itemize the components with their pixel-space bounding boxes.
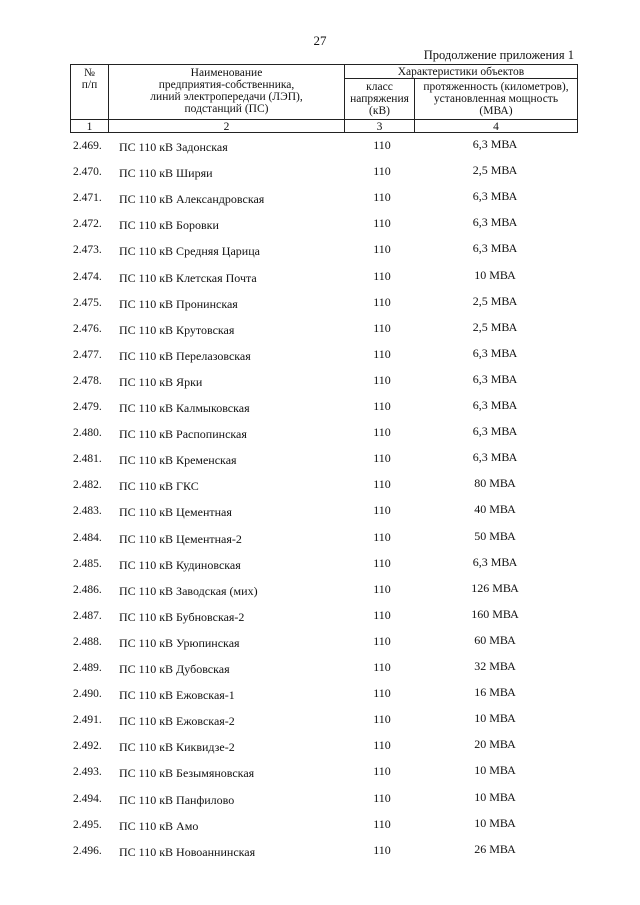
row-voltage: 110	[373, 294, 391, 309]
row-number: 2.469.	[73, 140, 102, 152]
row-voltage: 110	[373, 399, 391, 413]
header-col-name-text: Наименование предприятия-собственника, линий электропередачи (ЛЭП), подстанций (ПС)	[150, 67, 303, 115]
row-power: 6,3 МВА	[472, 345, 518, 360]
header-col-number-text: № п/п	[81, 67, 98, 91]
row-voltage: 110	[373, 660, 391, 674]
row-name: ПС 110 кВ Задонская	[119, 140, 228, 154]
row-number: 2.492.	[73, 740, 102, 753]
row-voltage: 110	[373, 842, 391, 857]
row-number: 2.483.	[73, 505, 102, 518]
row-number: 2.474.	[73, 270, 102, 283]
row-power: 26 МВА	[474, 841, 516, 856]
row-name: ПС 110 кВ Пронинская	[119, 296, 238, 311]
table-row	[0, 734, 640, 760]
header-group-title	[345, 66, 577, 78]
row-voltage: 110	[373, 320, 391, 335]
row-power: 2,5 МВА	[472, 293, 518, 308]
row-name: ПС 110 кВ Калмыковская	[119, 401, 250, 415]
row-voltage: 110	[373, 372, 391, 387]
table-row	[0, 369, 640, 395]
row-number: 2.481.	[73, 453, 102, 466]
row-power: 6,3 МВА	[472, 554, 518, 569]
row-name: ПС 110 кВ Бубновская-2	[119, 609, 245, 624]
row-voltage: 110	[373, 738, 391, 753]
row-number: 2.473.	[73, 244, 102, 257]
table-row	[0, 291, 640, 317]
row-number: 2.488.	[73, 635, 102, 648]
row-name: ПС 110 кВ Ежовская-1	[119, 688, 235, 703]
row-voltage: 110	[373, 503, 391, 518]
row-name: ПС 110 кВ Цементная	[119, 505, 232, 520]
row-power: 6,3 МВА	[472, 424, 518, 439]
row-power: 6,3 МВА	[472, 137, 518, 151]
row-name: ПС 110 кВ Ярки	[119, 374, 203, 389]
row-number: 2.489.	[73, 662, 102, 674]
row-name: ПС 110 кВ Средняя Царица	[119, 244, 260, 259]
row-voltage: 110	[373, 686, 391, 701]
row-voltage: 110	[373, 790, 391, 805]
row-number: 2.485.	[73, 557, 102, 570]
row-voltage: 110	[373, 581, 391, 596]
row-name: ПС 110 кВ Крутовская	[119, 322, 235, 337]
table-row	[0, 473, 640, 499]
row-number: 2.496.	[73, 844, 102, 857]
row-power: 6,3 МВА	[472, 189, 518, 204]
row-name: ПС 110 кВ Ежовская-2	[119, 714, 235, 729]
header-right-border	[577, 64, 578, 133]
table-row	[0, 317, 640, 343]
row-name: ПС 110 кВ Перелазовская	[119, 348, 251, 363]
row-power: 40 МВА	[474, 502, 516, 517]
row-power: 160 МВА	[471, 606, 519, 621]
header-col-number	[71, 67, 108, 91]
table-row	[0, 395, 640, 421]
row-number: 2.476.	[73, 322, 102, 335]
row-name: ПС 110 кВ Клетская Почта	[119, 270, 257, 285]
row-name: ПС 110 кВ Кудиновская	[119, 557, 241, 572]
table-row	[0, 447, 640, 473]
table-row	[0, 552, 640, 578]
row-name: ПС 110 кВ ГКС	[119, 479, 199, 494]
row-voltage: 110	[373, 190, 391, 205]
table-row	[0, 212, 640, 238]
row-name: ПС 110 кВ Распопинская	[119, 427, 247, 442]
table-row	[0, 839, 640, 865]
row-number: 2.471.	[73, 192, 102, 205]
header-colnum-1: 1	[86, 121, 93, 133]
header-group-title-text: Характеристики объектов	[397, 66, 525, 78]
row-number: 2.495.	[73, 818, 102, 831]
row-power: 10 МВА	[474, 789, 516, 804]
row-name: ПС 110 кВ Боровки	[119, 218, 219, 233]
row-power: 2,5 МВА	[472, 319, 518, 334]
table-row	[0, 656, 640, 682]
row-number: 2.479.	[73, 401, 102, 413]
table-row	[0, 238, 640, 264]
row-power: 2,5 МВА	[472, 163, 518, 178]
row-name: ПС 110 кВ Безымяновская	[119, 766, 255, 781]
row-voltage: 110	[373, 268, 391, 283]
row-number: 2.470.	[73, 166, 102, 179]
table-row	[0, 134, 640, 160]
row-name: ПС 110 кВ Заводская (мих)	[119, 583, 258, 598]
header-number-rule	[70, 119, 578, 120]
table-row	[0, 421, 640, 447]
row-number: 2.487.	[73, 609, 102, 622]
row-name: ПС 110 кВ Цементная-2	[119, 531, 242, 546]
row-name: ПС 110 кВ Киквидзе-2	[119, 740, 235, 755]
table-row	[0, 499, 640, 525]
table-row	[0, 787, 640, 813]
row-voltage: 110	[373, 216, 391, 231]
row-power: 10 МВА	[474, 763, 516, 778]
row-voltage: 110	[373, 607, 391, 622]
continuation-note: Продолжение приложения 1	[423, 48, 574, 62]
table-row	[0, 343, 640, 369]
header-col-voltage	[345, 81, 414, 117]
table-row	[0, 186, 640, 212]
row-number: 2.484.	[73, 531, 102, 544]
table-row	[0, 708, 640, 734]
row-number: 2.486.	[73, 583, 102, 596]
row-number: 2.491.	[73, 714, 102, 727]
row-power: 126 МВА	[471, 580, 519, 595]
row-power: 20 МВА	[474, 737, 516, 752]
row-voltage: 110	[373, 816, 391, 831]
row-voltage: 110	[373, 712, 391, 727]
row-number: 2.494.	[73, 792, 102, 805]
row-name: ПС 110 кВ Новоаннинская	[119, 844, 256, 859]
row-power: 80 МВА	[474, 476, 516, 491]
row-voltage: 110	[373, 764, 391, 779]
row-power: 6,3 МВА	[472, 450, 518, 465]
table-row	[0, 160, 640, 186]
table-row	[0, 813, 640, 839]
row-number: 2.472.	[73, 218, 102, 231]
header-top-rule	[70, 64, 578, 65]
row-number: 2.493.	[73, 766, 102, 779]
row-voltage: 110	[373, 242, 391, 257]
row-voltage: 110	[373, 346, 391, 361]
row-name: ПС 110 кВ Дубовская	[119, 662, 230, 676]
row-power: 10 МВА	[474, 267, 516, 282]
row-number: 2.490.	[73, 688, 102, 701]
row-power: 6,3 МВА	[472, 215, 518, 230]
row-name: ПС 110 кВ Урюпинская	[119, 635, 240, 650]
table-header	[70, 64, 578, 133]
row-voltage: 110	[373, 164, 391, 179]
header-colnum-2: 2	[223, 121, 230, 133]
row-power: 6,3 МВА	[472, 241, 518, 256]
row-voltage: 110	[373, 529, 391, 544]
table-row	[0, 760, 640, 786]
page-number: 27	[313, 33, 327, 48]
row-voltage: 110	[373, 138, 391, 152]
row-voltage: 110	[373, 477, 391, 492]
header-col-name	[109, 67, 344, 115]
row-number: 2.482.	[73, 479, 102, 492]
header-col-voltage-text: класс напряжения (кВ)	[350, 81, 409, 117]
header-colnum-3: 3	[376, 121, 383, 133]
row-voltage: 110	[373, 451, 391, 466]
row-number: 2.478.	[73, 374, 102, 387]
row-number: 2.480.	[73, 427, 102, 440]
table-row	[0, 630, 640, 656]
header-col-power-text: протяженность (километров), установленная мощность (МВА)	[423, 81, 569, 117]
table-row	[0, 265, 640, 291]
row-power: 32 МВА	[474, 659, 516, 673]
table-row	[0, 526, 640, 552]
table-row	[0, 604, 640, 630]
table-row	[0, 578, 640, 604]
row-power: 50 МВА	[474, 528, 516, 543]
row-power: 16 МВА	[474, 685, 516, 700]
row-power: 10 МВА	[474, 711, 516, 726]
row-voltage: 110	[373, 425, 391, 440]
row-name: ПС 110 кВ Кременская	[119, 453, 237, 468]
row-name: ПС 110 кВ Александровская	[119, 192, 265, 207]
header-colnum-4: 4	[493, 121, 499, 133]
row-name: ПС 110 кВ Амо	[119, 818, 199, 833]
row-name: ПС 110 кВ Ширяи	[119, 166, 213, 181]
row-power: 6,3 МВА	[472, 398, 518, 412]
row-number: 2.477.	[73, 348, 102, 361]
group-rule	[344, 78, 578, 79]
row-power: 6,3 МВА	[472, 371, 518, 386]
table-row	[0, 682, 640, 708]
row-name: ПС 110 кВ Панфилово	[119, 792, 235, 807]
row-voltage: 110	[373, 555, 391, 570]
row-power: 60 МВА	[474, 632, 516, 647]
row-power: 10 МВА	[474, 815, 516, 830]
row-voltage: 110	[373, 633, 391, 648]
row-number: 2.475.	[73, 296, 102, 309]
header-col-power	[415, 81, 577, 117]
